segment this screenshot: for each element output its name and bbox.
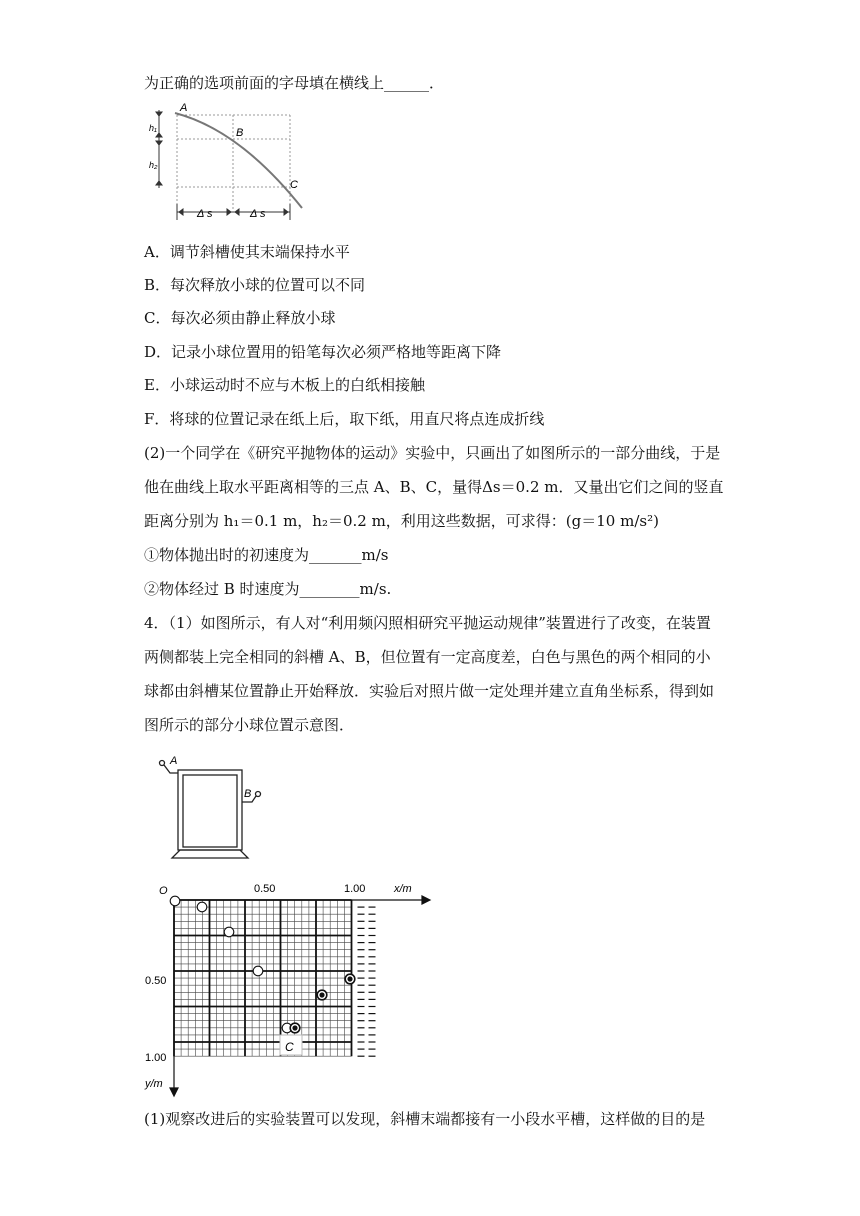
y-tick-050: 0.50: [145, 975, 167, 987]
white-ball-marker: [197, 902, 207, 912]
point-c-label: C: [285, 1040, 294, 1054]
chute-b-label: B: [244, 788, 252, 800]
question-2-line-3: 距离分别为 h₁＝0.1 m，h₂＝0.2 m，利用这些数据，可求得：(g＝10 m/s²): [144, 512, 659, 530]
board-outer: [178, 770, 242, 850]
white-ball-marker: [224, 927, 234, 937]
black-ball-core: [347, 976, 352, 981]
ball-position-grid-figure: [143, 875, 433, 1100]
curve-abc-figure: [145, 100, 320, 235]
question-2-line-1: (2)一个同学在《研究平抛物体的运动》实验中，只画出了如图所示的一部分曲线，于是: [144, 444, 721, 462]
option-a: A．调节斜槽使其末端保持水平: [144, 243, 350, 261]
y-axis-label: y/m: [145, 1078, 163, 1090]
option-e: E．小球运动时不应与木板上的白纸相接触: [144, 376, 425, 394]
dash-marks: [358, 907, 376, 1056]
ball-markers: [170, 896, 355, 1033]
y-tick-100: 1.00: [145, 1052, 167, 1064]
point-b-label: B: [236, 127, 244, 139]
h2-label: h₂: [149, 160, 158, 170]
white-ball-marker: [170, 896, 180, 906]
black-ball-core: [292, 1025, 297, 1030]
question-2-sub-2: ②物体经过 B 时速度为________m/s.: [144, 580, 392, 598]
x-axis-arrow: [422, 896, 430, 904]
option-d: D．记录小球位置用的铅笔每次必须严格地等距离下降: [144, 343, 502, 361]
question-line-1: 为正确的选项前面的字母填在横线上______．: [144, 74, 445, 92]
x-tick-100: 1.00: [344, 883, 366, 895]
dashed-grid: [177, 115, 290, 210]
question-4-line-1: 4．（1）如图所示，有人对“利用频闪照相研究平抛运动规律”装置进行了改变，在装置: [144, 614, 711, 632]
question-4-sub-1: (1)观察改进后的实验装置可以发现，斜槽末端都接有一小段水平槽，这样做的目的是: [144, 1110, 706, 1128]
board-base: [172, 850, 248, 858]
point-c-label: C: [290, 179, 298, 191]
board-inner: [183, 775, 237, 847]
option-f: F．将球的位置记录在纸上后，取下纸，用直尺将点连成折线: [144, 410, 545, 428]
option-c: C．每次必须由静止释放小球: [144, 309, 336, 327]
question-2-sub-1: ①物体抛出时的初速度为_______m/s: [144, 546, 389, 564]
x-axis-label: x/m: [394, 883, 412, 895]
origin-label: O: [159, 885, 168, 897]
ds1-label: Δ s: [197, 208, 213, 220]
ds2-label: Δ s: [250, 208, 266, 220]
question-4-line-3: 球都由斜槽某位置静止开始释放．实验后对照片做一定处理并建立直角坐标系，得到如: [144, 682, 715, 700]
y-axis-arrow: [170, 1088, 178, 1096]
question-4-line-2: 两侧都装上完全相同的斜槽 A、B，但位置有一定高度差，白色与黑色的两个相同的小: [144, 648, 711, 666]
black-ball-core: [319, 992, 324, 997]
apparatus-figure: [150, 752, 270, 864]
option-b: B．每次释放小球的位置可以不同: [144, 276, 366, 294]
question-2-line-2: 他在曲线上取水平距离相等的三点 A、B、C，量得Δs＝0.2 m．又量出它们之间的竖直: [144, 478, 724, 496]
minor-grid: [174, 900, 352, 1056]
h1-label: h₁: [149, 123, 157, 133]
question-4-line-4: 图所示的部分小球位置示意图．: [144, 716, 355, 734]
chute-a-label: A: [170, 755, 178, 767]
white-ball-marker: [253, 966, 263, 976]
point-a-label: A: [180, 102, 188, 114]
x-tick-050: 0.50: [254, 883, 276, 895]
